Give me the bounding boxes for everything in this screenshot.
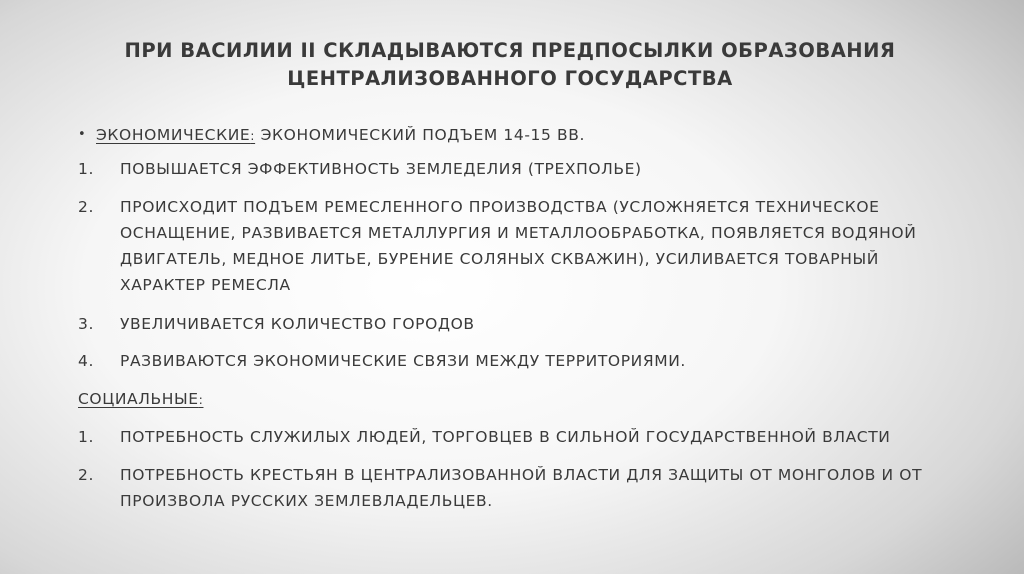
list-item-number: 4. (78, 352, 94, 370)
slide-title-line-2: ЦЕНТРАЛИЗОВАННОГО ГОСУДАРСТВА (287, 67, 733, 90)
economic-heading-text (96, 122, 585, 149)
bullet-icon: • (78, 127, 87, 142)
economic-label: ЭКОНОМИЧЕСКИЕ (96, 126, 251, 144)
social-colon: : (198, 392, 204, 407)
list-item-line: ПРОИЗВОЛА РУССКИХ ЗЕМЛЕВЛАДЕЛЬЦЕВ. (120, 492, 493, 510)
slide-title (60, 37, 960, 93)
list-item-text (120, 462, 922, 514)
social-heading (78, 386, 203, 413)
list-item-number: 3. (78, 315, 94, 333)
list-item-text: ПОТРЕБНОСТЬ СЛУЖИЛЫХ ЛЮДЕЙ, ТОРГОВЦЕВ В СИЛЬНОЙ ГОСУДАРСТВЕННОЙ ВЛАСТИ (120, 428, 891, 446)
list-item-text: РАЗВИВАЮТСЯ ЭКОНОМИЧЕСКИЕ СВЯЗИ МЕЖДУ ТЕРРИТОРИЯМИ. (120, 352, 686, 370)
list-item-number: 1. (78, 428, 94, 446)
list-item-text: УВЕЛИЧИВАЕТСЯ КОЛИЧЕСТВО ГОРОДОВ (120, 315, 475, 333)
list-item-line: ОСНАЩЕНИЕ, РАЗВИВАЕТСЯ МЕТАЛЛУРГИЯ И МЕТАЛЛООБРАБОТКА, ПОЯВЛЯЕТСЯ ВОДЯНОЙ (120, 224, 917, 242)
list-item-line: ХАРАКТЕР РЕМЕСЛА (120, 276, 291, 294)
economic-colon: : (250, 128, 256, 143)
list-item-number: 2. (78, 466, 94, 484)
social-label: СОЦИАЛЬНЫЕ (78, 390, 199, 408)
list-item-line: ПРОИСХОДИТ ПОДЪЕМ РЕМЕСЛЕННОГО ПРОИЗВОДСТВА (УСЛОЖНЯЕТСЯ ТЕХНИЧЕСКОЕ (120, 198, 880, 216)
list-item-line: ПОТРЕБНОСТЬ КРЕСТЬЯН В ЦЕНТРАЛИЗОВАННОЙ ВЛАСТИ ДЛЯ ЗАЩИТЫ ОТ МОНГОЛОВ И ОТ (120, 466, 923, 484)
list-item-line: ДВИГАТЕЛЬ, МЕДНОЕ ЛИТЬЕ, БУРЕНИЕ СОЛЯНЫХ СКВАЖИН), УСИЛИВАЕТСЯ ТОВАРНЫЙ (120, 250, 879, 268)
list-item-text: ПОВЫШАЕТСЯ ЭФФЕКТИВНОСТЬ ЗЕМЛЕДЕЛИЯ (ТРЕХПОЛЬЕ) (120, 160, 642, 178)
list-item-number: 1. (78, 160, 94, 178)
slide-title-line-1: ПРИ ВАСИЛИИ II СКЛАДЫВАЮТСЯ ПРЕДПОСЫЛКИ ОБРАЗОВАНИЯ (124, 39, 896, 62)
list-item-text (120, 194, 916, 298)
list-item-number: 2. (78, 198, 94, 216)
economic-heading-rest: ЭКОНОМИЧЕСКИЙ ПОДЪЕМ 14-15 ВВ. (255, 126, 585, 144)
